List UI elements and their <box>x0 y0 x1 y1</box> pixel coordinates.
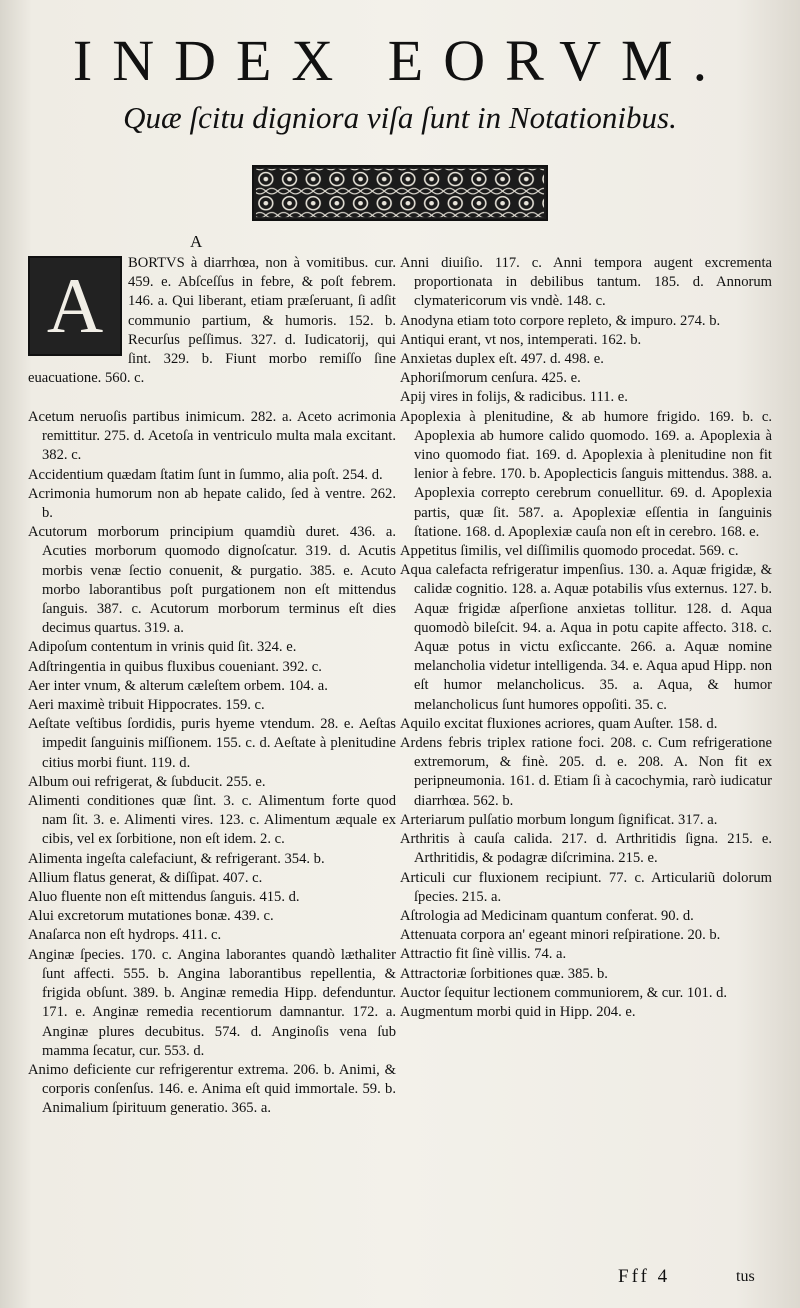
index-entry: Auctor ſequitur lectionem communiorem, & cur. 101. d. <box>400 984 728 1001</box>
index-entry: Acetum neruoſis partibus inimicum. 282. a. Aceto acrimonia remittitur. 275. d. Acetoſa in ventriculo multa mala excitant. 382. c. <box>28 409 396 464</box>
index-entry: Animo deficiente cur refrigerentur extrema. 206. b. Animi, & corporis conſenſus. 146. e. Anima eſt quid immortale. 59. b. Animalium ſpirituum generatio. 365. a. <box>28 1061 396 1117</box>
index-entry: Antiqui erant, vt nos, intemperati. 162. b. <box>400 331 642 348</box>
index-entry: Alui excretorum mutationes bonæ. 439. c. <box>28 908 274 925</box>
index-entry: Alimenta ingeſta calefaciunt, & refrigerant. 354. b. <box>28 850 325 867</box>
index-entry: Aluo fluente non eſt mittendus ſanguis. 415. d. <box>28 889 300 906</box>
index-entry: Arthritis à cauſa calida. 217. d. Arthritidis ſigna. 215. e. Arthritidis, & podagræ diſcrimina. 215. e. <box>400 831 772 867</box>
index-entry: Aeri maximè tribuit Hippocrates. 159. c. <box>28 697 265 714</box>
index-entry: Aqua calefacta refrigeratur impenſius. 130. a. Aquæ frigidæ, & calidæ cognitio. 128. a. Aquæ potabilis vſus externus. 127. b. Aquæ frigidæ aſperſione anxietas tollitur. 128. d. Aqua quomodò bileſcit. 94. a. Aqua in potu capite affecto. 318. c. Aquæ potus in victu exſiccante. 266. a. Aquæ nomine melancholia videtur intelligenda. 34. e. Aqua apud Hipp. non eſt humor melancholicus. 35. a. Aqua, & humor melancholicus ſunt humores oppoſiti. 35. c. <box>400 562 772 713</box>
index-entry: Attenuata corpora an' egeant minori reſpiratione. 20. b. <box>400 927 721 944</box>
index-entry: Anodyna etiam toto corpore repleto, & impuro. 274. b. <box>400 312 721 329</box>
ornament-pattern <box>254 167 546 219</box>
index-entry: Acrimonia humorum non ab hepate calido, ſed à ventre. 262. b. <box>28 485 396 522</box>
ornament-band <box>252 165 548 221</box>
index-column-right <box>400 254 772 1022</box>
index-entry: Anni diuiſio. 117. c. Anni tempora augent excrementa proportionata in debilibus tantum. 185. d. Annorum clymatericorum vis vndè. 148. c. <box>400 255 772 310</box>
index-entry: Appetitus ſimilis, vel diſſimilis quomodo procedat. 569. c. <box>400 543 739 560</box>
decorated-initial-letter: A <box>46 262 104 349</box>
index-entry: Ardens febris triplex ratione foci. 208. c. Cum refrigeratione extremorum, & finè. 205. d. e. 208. A. Non fit ex peripneumonia. 161. d. Etiam ſi à cacochymia, rarò iudicatur diarrhœa. 562. b. <box>400 735 772 809</box>
index-entry: Aeſtate veſtibus ſordidis, puris hyeme vtendum. 28. e. Aeſtas impedit ſanguinis miſſionem. 155. c. d. Aeſtate à plenitudine citius morbi fiunt. 119. d. <box>28 716 396 771</box>
index-entry: Accidentium quædam ſtatim ſunt in ſummo, alia poſt. 254. d. <box>28 466 383 483</box>
index-entry: Apij vires in folijs, & radicibus. 111. e. <box>400 389 628 406</box>
index-entry: Anaſarca non eſt hydrops. 411. c. <box>28 927 222 944</box>
index-entry: Alimenti conditiones quæ ſint. 3. c. Alimentum forte quod nam ſit. 3. e. Alimenti vires. 123. c. Alimentum æquale ex cibis, vel ex ſorbitione, non eſt idem. 2. c. <box>28 793 396 848</box>
index-entry: Adipoſum contentum in vrinis quid ſit. 324. e. <box>28 639 297 656</box>
index-entry: Apoplexia à plenitudine, & ab humore frigido. 169. b. c. Apoplexia ab humore calido quomodo. 169. a. Apoplexia à vino quomodo fiat. 169. d. Apoplexia à plenitudine non fit lenior à febre. 170. b. Apoplecticis ſanguis mittendus. 388. a. Apoplexia correpto cerebrum conuellitur. 69. d. Apoplexia partis, quæ ſit. 587. a. Apoplexiæ eſſentia in ſanguinis ſtatione. 168. d. Apoplexiæ cauſa non eſt in cerebro. 168. e. <box>400 408 772 540</box>
decorated-initial <box>28 256 122 356</box>
index-entry <box>28 254 396 408</box>
index-entry: Aer inter vnum, & alterum cæleſtem orbem. 104. a. <box>28 677 328 694</box>
index-entry: Aſtrologia ad Medicinam quantum conferat. 90. d. <box>400 907 694 924</box>
index-column-left <box>28 254 396 1119</box>
index-entry: Album oui refrigerat, & ſubducit. 255. e. <box>28 773 266 790</box>
index-entry: Augmentum morbi quid in Hipp. 204. e. <box>400 1003 636 1020</box>
index-entry: Articuli cur fluxionem recipiunt. 77. c. Articulariũ dolorum ſpecies. 215. a. <box>400 869 772 905</box>
index-entry: Anxietas duplex eſt. 497. d. 498. e. <box>400 351 604 368</box>
signature-mark: Fff 4 <box>618 1266 671 1287</box>
catchword: tus <box>736 1268 755 1285</box>
index-entry: Adſtringentia in quibus fluxibus coueniant. 392. c. <box>28 658 322 675</box>
index-entry: Anginæ ſpecies. 170. c. Angina laborantes quandò læthaliter ſunt affecti. 555. b. Angina laborantibus repellentia, & frigida obſunt. 389. b. Anginæ remedia Hipp. defenduntur. 171. e. Anginæ remedia recentiorum damnantur. 172. a. Anginæ plures decubitus. 574. d. Anginoſis vena ſub mamma ſecatur, cur. 553. d. <box>28 946 396 1059</box>
page-title: INDEX EORVM. <box>72 28 728 93</box>
index-entry: Arteriarum pulſatio morbum longum ſignificat. 317. a. <box>400 811 718 828</box>
index-entry: Aquilo excitat fluxiones acriores, quam Auſter. 158. d. <box>400 715 718 732</box>
index-entry: Aphoriſmorum cenſura. 425. e. <box>400 370 581 387</box>
index-entry-text: BORTVS à diarrhœa, non à vomitibus. cur. 459. e. Abſceſſus in febre, & poſt febrem. 146. a. Qui liberant, etiam præſeruant, ſi adſit communio partium, & humoris. 152. b. Recurſus peſſimus. 327. d. Iudicatorij, qui ſint. 329. b. Fiunt morbo remiſſo ſine euacuatione. 560. c. <box>28 255 396 387</box>
page-subtitle: Quæ ſcitu digniora viſa ſunt in Notationibus. <box>123 100 677 135</box>
index-entry: Attractoriæ ſorbitiones quæ. 385. b. <box>400 965 608 982</box>
index-entry: Allium flatus generat, & diſſipat. 407. c. <box>28 869 263 886</box>
index-entry: Attractio fit ſinè villis. 74. a. <box>400 946 567 963</box>
index-entry: Acutorum morborum principium quamdiù duret. 436. a. Acuties morborum quomodo dignoſcatur. 319. d. Acutis morbis venæ ſectio conuenit, & purgatio. 385. e. Acuto morbo laborantibus poſt purgationem non eſt mittendus ſanguis. 387. c. Acutorum morborum terminus eſt dies decimus quartus. 319. a. <box>28 524 396 637</box>
section-letter: A <box>190 232 203 251</box>
